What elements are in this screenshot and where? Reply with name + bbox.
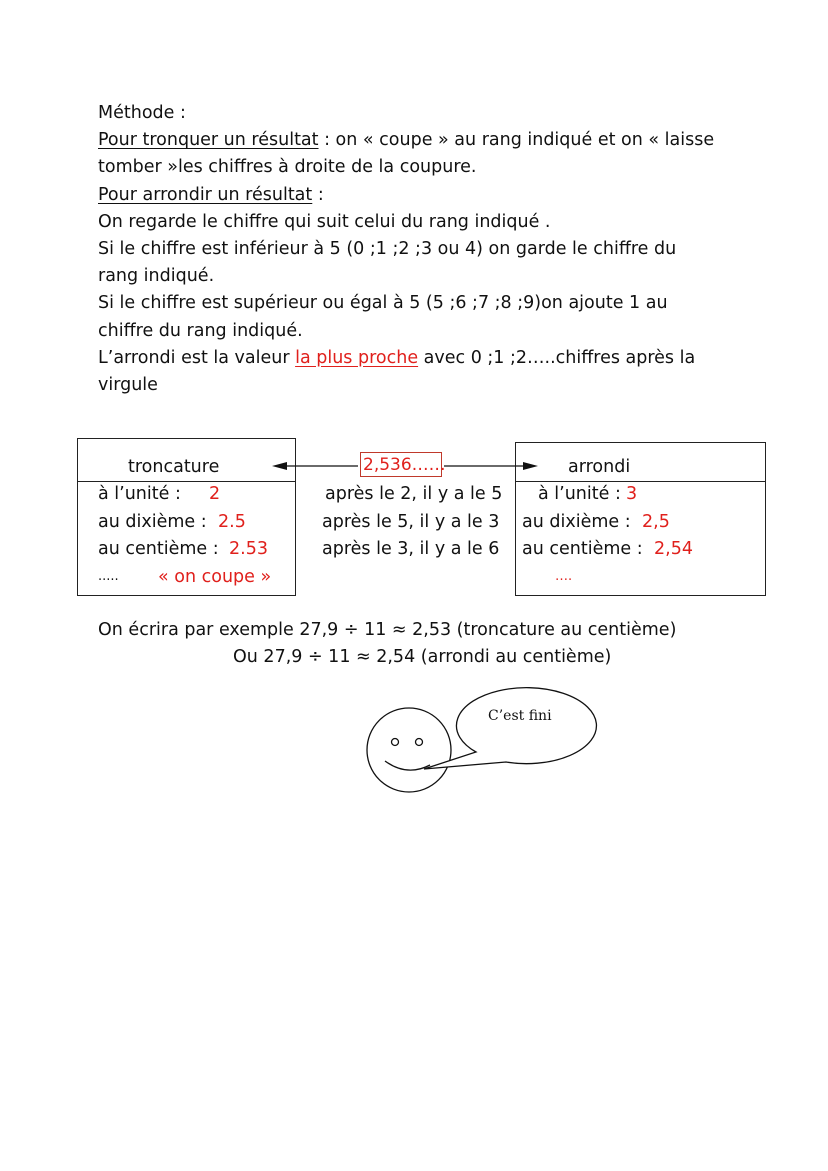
- middle-row3: après le 3, il y a le 6: [322, 539, 500, 559]
- troncature-row1-value: 2: [209, 484, 221, 504]
- arrondi-row2-value: 2,5: [642, 512, 670, 532]
- method-line-6: rang indiqué.: [98, 266, 215, 287]
- method-line-8: chiffre du rang indiqué.: [98, 320, 303, 341]
- arrow-right-icon: [444, 462, 538, 470]
- arrow-left-icon: [272, 462, 358, 470]
- arrondi-row1-label: à l’unité :: [538, 484, 621, 504]
- arrondi-row3-value: 2,54: [654, 539, 693, 559]
- troncature-row2-label: au dixième :: [98, 512, 207, 532]
- center-number: 2,536……: [363, 455, 446, 475]
- troncature-row2-value: 2.5: [218, 512, 246, 532]
- method-line-4: On regarde le chiffre qui suit celui du rang indiqué .: [98, 211, 551, 232]
- round-heading: Pour arrondir un résultat: [98, 184, 313, 205]
- troncature-row4-dots: .....: [98, 569, 119, 584]
- bubble-text: C’est fini: [488, 708, 552, 724]
- method-line-3: :: [312, 184, 324, 205]
- method-line-2: tomber »les chiffres à droite de la coupure.: [98, 157, 477, 178]
- truncate-heading: Pour tronquer un résultat: [98, 130, 319, 151]
- arrondi-row4-dots: ….: [555, 569, 573, 584]
- troncature-row4-value: « on coupe »: [158, 567, 272, 587]
- arrondi-row2-label: au dixième :: [522, 512, 631, 532]
- troncature-row1-label: à l’unité :: [98, 484, 181, 504]
- method-line-1: : on « coupe » au rang indiqué et on « laisse: [318, 130, 715, 151]
- arrondi-row1-value: 3: [626, 484, 638, 504]
- closest-value-highlight: la plus proche: [295, 347, 419, 368]
- smiley-icon: [367, 708, 451, 792]
- troncature-title: troncature: [128, 457, 220, 477]
- arrondi-row3-label: au centième :: [522, 539, 643, 559]
- method-line-9b: avec 0 ;1 ;2…..chiffres après la: [418, 347, 696, 368]
- troncature-row3-value: 2.53: [229, 539, 268, 559]
- method-line-9a: L’arrondi est la valeur: [98, 347, 296, 368]
- middle-row1: après le 2, il y a le 5: [325, 484, 503, 504]
- method-line-5: Si le chiffre est inférieur à 5 (0 ;1 ;2 ;3 ou 4) on garde le chiffre du: [98, 239, 677, 260]
- method-title: Méthode :: [98, 103, 186, 123]
- arrondi-title: arrondi: [568, 457, 631, 477]
- middle-row2: après le 5, il y a le 3: [322, 512, 500, 532]
- method-line-10: virgule: [98, 375, 158, 396]
- example-line-1: On écrira par exemple 27,9 ÷ 11 ≈ 2,53 (troncature au centième): [98, 620, 677, 640]
- method-line-7: Si le chiffre est supérieur ou égal à 5 (5 ;6 ;7 ;8 ;9)on ajoute 1 au: [98, 293, 668, 314]
- troncature-row3-label: au centième :: [98, 539, 219, 559]
- example-line-2: Ou 27,9 ÷ 11 ≈ 2,54 (arrondi au centième): [233, 647, 612, 667]
